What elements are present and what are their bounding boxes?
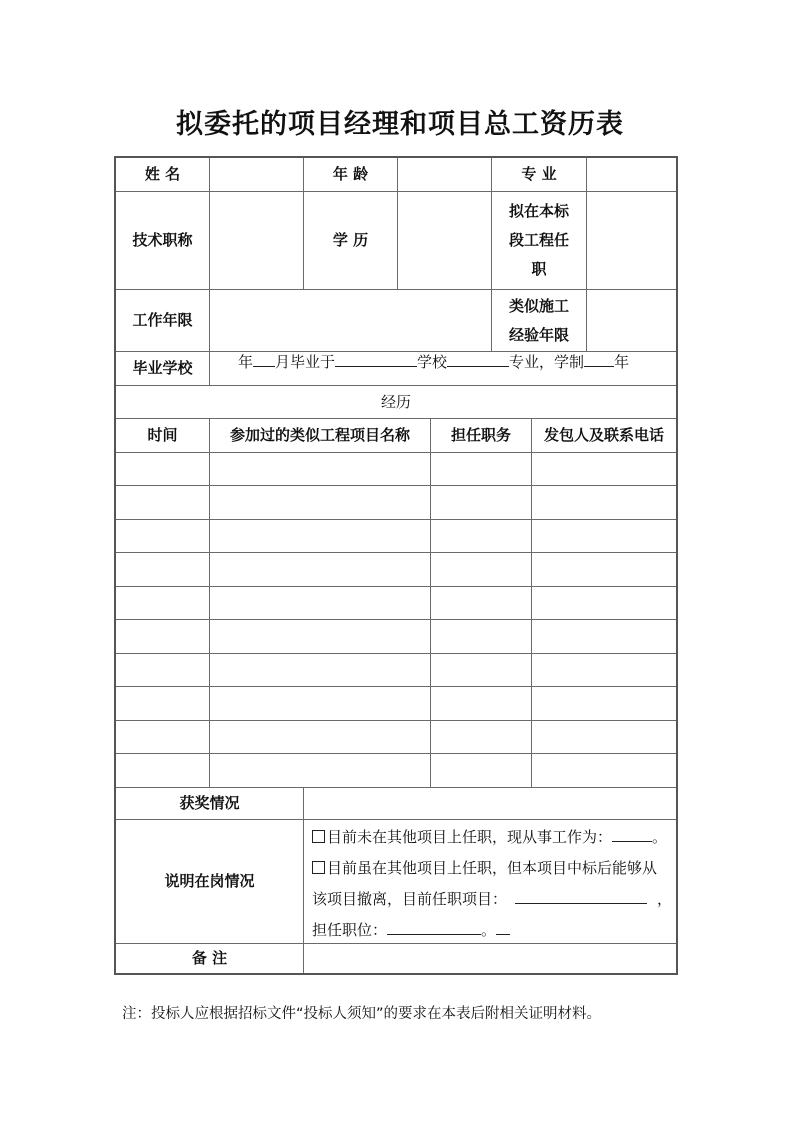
option1-end: 。 bbox=[652, 828, 668, 846]
experience-section-label: 经历 bbox=[380, 392, 411, 411]
label-similar-years-line: 类似施工 bbox=[508, 296, 569, 315]
position-blank-tail bbox=[496, 920, 510, 935]
label-name: 姓 名 bbox=[144, 165, 181, 183]
label-status: 说明在岗情况 bbox=[164, 872, 255, 890]
header-project-name: 参加过的类似工程项目名称 bbox=[229, 426, 410, 444]
current-work-blank[interactable] bbox=[612, 827, 652, 842]
table-row[interactable] bbox=[116, 587, 676, 619]
label-tech-title: 技术职称 bbox=[132, 231, 193, 249]
status-option-2 bbox=[312, 857, 657, 878]
status-option-2-line3 bbox=[312, 919, 510, 940]
label-remarks: 备 注 bbox=[191, 949, 228, 967]
label-proposed-role-line: 职 bbox=[531, 260, 547, 278]
label-similar-years bbox=[492, 290, 586, 351]
awards-field[interactable] bbox=[304, 788, 676, 819]
duration-blank[interactable] bbox=[584, 352, 614, 367]
label-similar-years-line: 经验年限 bbox=[508, 325, 569, 344]
label-awards: 获奖情况 bbox=[179, 794, 240, 812]
table-row[interactable] bbox=[116, 754, 676, 787]
option2-text-line3: 担任职位： bbox=[312, 921, 388, 939]
header-time: 时间 bbox=[147, 426, 178, 444]
education-field[interactable] bbox=[398, 192, 491, 289]
grad-month-label: 月毕业于 bbox=[275, 353, 336, 371]
resume-form bbox=[114, 156, 678, 975]
header-client-contact: 发包人及联系电话 bbox=[543, 426, 664, 444]
grad-school-label: 学校 bbox=[417, 353, 448, 371]
label-education: 学 历 bbox=[332, 231, 369, 249]
status-option-2-line2 bbox=[312, 888, 672, 909]
graduation-line bbox=[238, 351, 629, 372]
table-row[interactable] bbox=[116, 654, 676, 686]
option2-checkbox[interactable] bbox=[312, 861, 325, 874]
remarks-field[interactable] bbox=[304, 944, 676, 973]
option2-line2-end: ， bbox=[657, 890, 673, 908]
label-proposed-role bbox=[492, 192, 586, 289]
current-position-blank[interactable] bbox=[387, 920, 481, 935]
table-row[interactable] bbox=[116, 687, 676, 720]
major-blank[interactable] bbox=[447, 352, 509, 367]
grad-major-label: 专业，学制 bbox=[509, 353, 585, 371]
status-option-1 bbox=[312, 826, 667, 847]
proposed-role-field[interactable] bbox=[587, 192, 676, 289]
school-blank[interactable] bbox=[335, 352, 417, 367]
similar-years-field[interactable] bbox=[587, 290, 676, 351]
age-field[interactable] bbox=[398, 158, 491, 191]
current-project-blank[interactable] bbox=[515, 889, 647, 904]
tech-title-field[interactable] bbox=[210, 192, 303, 289]
work-years-field[interactable] bbox=[210, 290, 491, 351]
option1-checkbox[interactable] bbox=[312, 830, 325, 843]
table-row[interactable] bbox=[116, 721, 676, 753]
label-proposed-role-line: 段工程任 bbox=[508, 231, 569, 249]
option2-line3-end: 。 bbox=[481, 921, 497, 939]
table-row[interactable] bbox=[116, 620, 676, 653]
table-row[interactable] bbox=[116, 520, 676, 552]
option2-text-line1: 目前虽在其他项目上任职，但本项目中标后能够从 bbox=[327, 859, 658, 877]
page-title: 拟委托的项目经理和项目总工资历表 bbox=[176, 109, 624, 140]
col-divider bbox=[209, 351, 210, 385]
grad-duration-label: 年 bbox=[614, 353, 630, 371]
grad-year-label: 年 bbox=[238, 353, 254, 371]
option2-text-line2: 该项目撤离，目前任职项目： bbox=[312, 890, 508, 908]
option1-text: 目前未在其他项目上任职，现从事工作为： bbox=[327, 828, 613, 846]
table-row[interactable] bbox=[116, 453, 676, 485]
footnote: 注：投标人应根据招标文件“投标人须知”的要求在本表后附相关证明材料。 bbox=[122, 1006, 602, 1022]
label-work-years: 工作年限 bbox=[132, 311, 193, 329]
label-age: 年 龄 bbox=[332, 165, 369, 183]
label-proposed-role-line: 拟在本标 bbox=[508, 202, 569, 220]
name-field[interactable] bbox=[210, 158, 303, 191]
major-field[interactable] bbox=[587, 158, 676, 191]
label-major: 专 业 bbox=[521, 165, 557, 183]
table-row[interactable] bbox=[116, 486, 676, 519]
table-row[interactable] bbox=[116, 553, 676, 586]
grad-month-blank[interactable] bbox=[253, 352, 275, 367]
header-position: 担任职务 bbox=[450, 426, 511, 444]
label-school: 毕业学校 bbox=[132, 359, 193, 377]
